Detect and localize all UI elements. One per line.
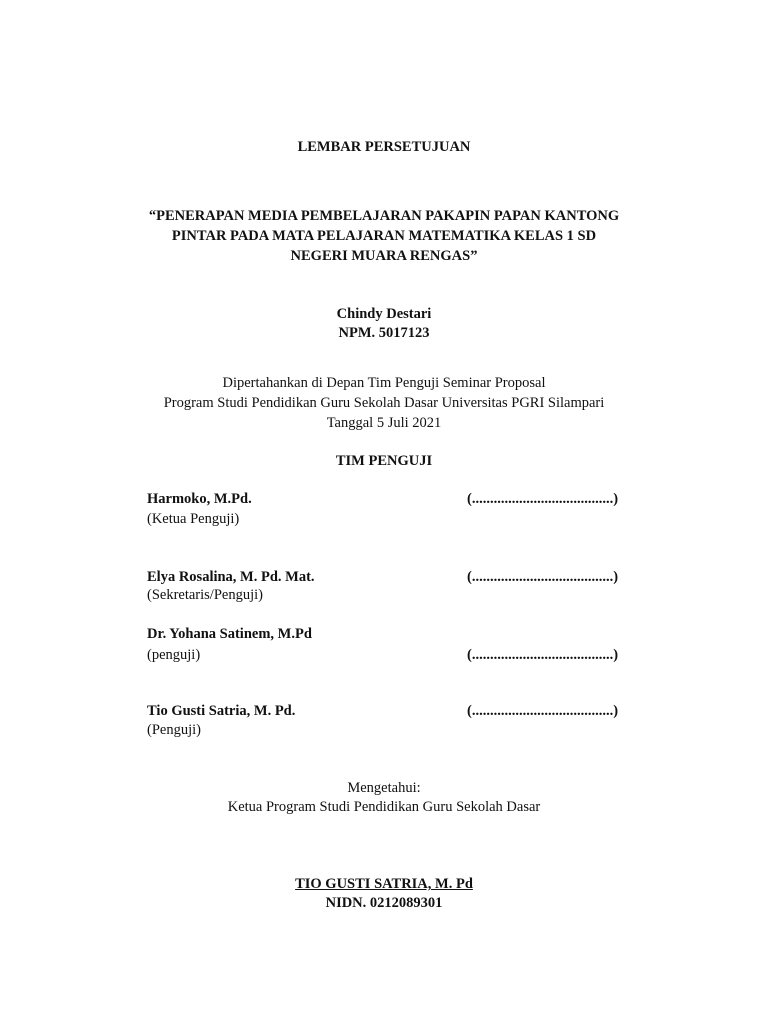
signature-blank: (.......................................) (467, 703, 619, 719)
thesis-title-line-2: PINTAR PADA MATA PELAJARAN MATEMATIKA KELAS 1 SD (171, 228, 597, 244)
thesis-title-line-3: NEGERI MUARA RENGAS” (290, 248, 478, 264)
signature-blank: (.......................................) (467, 491, 619, 507)
head-position: Ketua Program Studi Pendidikan Guru Sekolah Dasar (227, 799, 541, 815)
defense-date: Tanggal 5 Juli 2021 (326, 415, 442, 431)
signature-blank: (.......................................) (467, 647, 619, 663)
examiner-name: Harmoko, M.Pd. (147, 491, 252, 507)
defense-line-2: Program Studi Pendidikan Guru Sekolah Dasar Universitas PGRI Silampari (163, 395, 605, 411)
examiner-role: (Ketua Penguji) (147, 511, 240, 527)
signature-blank: (.......................................) (467, 569, 619, 585)
examiner-name: Elya Rosalina, M. Pd. Mat. (147, 569, 315, 585)
examiner-name: Tio Gusti Satria, M. Pd. (147, 703, 296, 719)
examiner-role: (Penguji) (147, 722, 201, 738)
student-npm: NPM. 5017123 (338, 325, 430, 341)
sheet-title: LEMBAR PERSETUJUAN (297, 139, 471, 155)
examiner-name: Dr. Yohana Satinem, M.Pd (147, 626, 312, 642)
head-nidn: NIDN. 0212089301 (325, 895, 443, 911)
student-name: Chindy Destari (336, 306, 432, 322)
committee-heading: TIM PENGUJI (335, 453, 433, 469)
thesis-title-line-1: “PENERAPAN MEDIA PEMBELAJARAN PAKAPIN PAPAN KANTONG (148, 208, 620, 224)
examiner-role: (penguji) (147, 647, 201, 663)
examiner-role: (Sekretaris/Penguji) (147, 587, 263, 603)
head-name-text: TIO GUSTI SATRIA, M. Pd (295, 876, 473, 892)
head-name (0, 874, 768, 894)
known-by-label: Mengetahui: (347, 780, 421, 796)
defense-line-1: Dipertahankan di Depan Tim Penguji Seminar Proposal (222, 375, 546, 391)
